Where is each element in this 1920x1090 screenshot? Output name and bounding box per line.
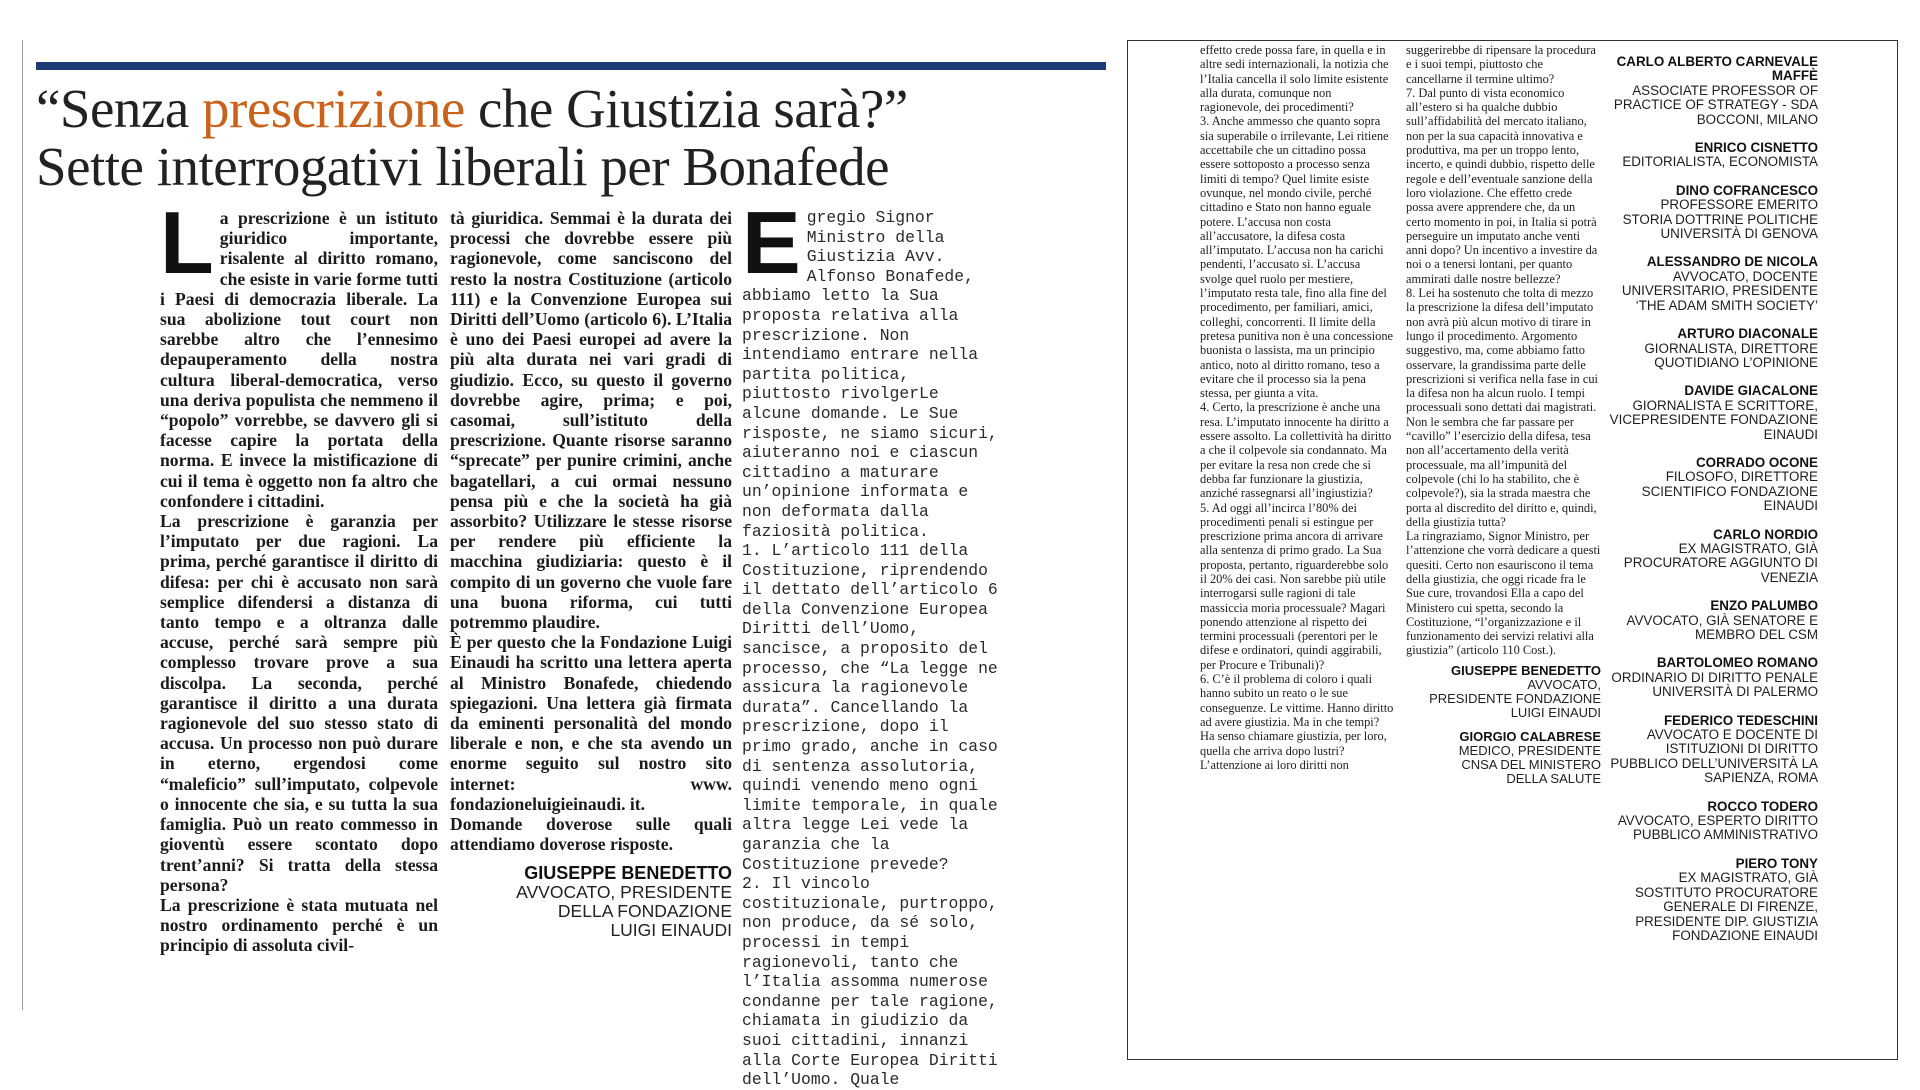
paragraph: La ringraziamo, Signor Ministro, per l’attenzione che vorrà dedicare a questi quesiti. Certo non esauriscono il tema della giustizia, che oggi ricade fra le Sue cure, trovandosi Ella a capo del Ministero cui spetta, secondo la Costituzione, “l’organizzazione e il funzionamento dei servizi relativi alla giustizia” (articolo 110 Cost.). — [1406, 529, 1601, 658]
letter-column-2 — [1200, 43, 1395, 772]
paragraph: 7. Dal punto di vista economico all’estero si ha qualche dubbio sull’affidabilità del mercato italiano, non per la sua capacità innovativa e produttiva, ma per un troppo lento, incerto, e quindi dubbio, rispetto delle regole e dell’eventuale sanzione della loro violazione. Che effetto crede possa avere apprendere che, da un certo momento in poi, in Italia si potrà perseguire un imputato anche venti anni dopo? Un incentivo a investire da noi o a tenersi lontani, per quanto ammirati dalle nostre bellezze? — [1406, 85, 1598, 286]
signature-role: MEDICO, PRESIDENTE — [1458, 742, 1601, 758]
signatory — [1608, 714, 1818, 786]
signatory-role: EX MAGISTRATO, GIÀ SOSTITUTO PROCURATORE GENERALE DI FIRENZE, PRESIDENTE DIP. GIUSTIZIA FONDAZIONE EINAUDI — [1634, 870, 1818, 943]
signatory-name: ENZO PALUMBO — [1710, 598, 1818, 614]
signatory — [1608, 184, 1818, 242]
signatory-role: FILOSOFO, DIRETTORE SCIENTIFICO FONDAZIONE EINAUDI — [1641, 469, 1818, 514]
signatory-role: ASSOCIATE PROFESSOR OF PRACTICE OF STRATEGY - SDA BOCCONI, MILANO — [1613, 82, 1818, 127]
signatory — [1608, 528, 1818, 586]
headline-accent: prescrizione — [202, 78, 465, 139]
signatory-role: EX MAGISTRATO, GIÀ PROCURATORE AGGIUNTO DI VENEZIA — [1623, 540, 1818, 585]
article-signature — [450, 863, 732, 940]
signatory-name: BARTOLOMEO ROMANO — [1656, 655, 1818, 671]
article-page — [22, 40, 1122, 1090]
signatory — [1608, 55, 1818, 127]
paragraph: 2. Il vincolo costituzionale, purtroppo, non produce, da sé solo, processi in tempi ragionevoli, tanto che l’Italia assomma numerose condanne per tale ragione, chiamata in giudizio da suoi cittadini, innanzi alla Corte Europea Diritti dell’Uomo. Quale — [742, 874, 998, 1090]
signatory-role: AVVOCATO, GIÀ SENATORE E MEMBRO DEL CSM — [1626, 612, 1818, 642]
signature-name: GIUSEPPE BENEDETTO — [1450, 662, 1601, 678]
signatory-name: FEDERICO TEDESCHINI — [1663, 712, 1818, 728]
signature-role: DELLA SALUTE — [1506, 770, 1601, 786]
paragraph: suggerirebbe di ripensare la procedura e i suoi tempi, piuttosto che cancellarne il termine ultimo? — [1406, 43, 1596, 86]
signatory-role: GIORNALISTA E SCRITTORE, VICEPRESIDENTE FONDAZIONE EINAUDI — [1609, 397, 1818, 442]
signatory-name: CARLO NORDIO — [1713, 526, 1818, 542]
article-column-1 — [160, 193, 438, 956]
letter-signature — [1406, 664, 1601, 720]
signatory-name: CARLO ALBERTO CARNEVALE MAFFÈ — [1616, 54, 1818, 84]
paragraph: 1. L’articolo 111 della Costituzione, riprendendo il dettato dell’articolo 6 della Convenzione Europea Diritti dell’Uomo, sancisce, a proposito del processo, che “La legge ne assicura la ragionevole durata”. Cancellando la prescrizione, dopo il primo grado, anche in caso di sentenza assolutoria, quindi venendo meno ogni limite temporale, in quale altra legge Lei vede la garanzia che la Costituzione prevede? — [742, 541, 998, 874]
article-headline — [36, 80, 1116, 196]
signatory-role: AVVOCATO, DOCENTE UNIVERSITARIO, PRESIDENTE ‘THE ADAM SMITH SOCIETY’ — [1621, 268, 1818, 313]
paragraph: La prescrizione è garanzia per l’imputato per due ragioni. La prima, perché garantisce il diritto di difesa: per chi è accusato non sarà semplice difendersi a distanza di tanto tempo e a oltranza dalle accuse, perché sarà sempre più complesso trovare prove a sua discolpa. La seconda, perché garantisce il diritto a una durata ragionevole del suo stesso stato di accusa. Un processo non può durare in eterno, ergendosi come “maleficio” sull’imputato, colpevole o innocente che sia, e su tutta la sua famiglia. Può un reato commesso in gioventù essere scontato dopo trent’anni? Si tratta della stessa persona? — [160, 511, 438, 895]
headline-line2: Sette interrogativi liberali per Bonafede — [36, 136, 890, 197]
signature-role: CNSA DEL MINISTERO — [1461, 756, 1601, 772]
signatory — [1608, 255, 1818, 313]
signatory-name: ALESSANDRO DE NICOLA — [1646, 254, 1818, 270]
signatory-name: ROCCO TODERO — [1707, 798, 1818, 814]
signatory — [1608, 656, 1818, 699]
paragraph: a prescrizione è un istituto giuridico importante, risalente al diritto romano, che esiste in varie forme tutti i Paesi di democrazia liberale. La sua abolizione tout court non sarebbe altro che l’ennesimo depauperamento della nostra cultura liberal-democratica, verso una deriva populista che nemmeno il “popolo” vorrebbe, se davvero gli si facesse capire la portata della norma. E invece la mistificazione di cui il tema è oggetto non fa altro che confondere i cittadini. — [160, 208, 438, 511]
signatory-name: DAVIDE GIACALONE — [1684, 383, 1818, 399]
signatory — [1608, 800, 1818, 843]
paragraph: gregio Signor Ministro della Giustizia Avv. Alfonso Bonafede, abbiamo letto la Sua proposta relativa alla prescrizione. Non intendiamo entrare nella partita politica, piuttosto rivolgerLe alcune domande. Le Sue risposte, ne siamo sicuri, aiuteranno noi e ciascun cittadino a maturare un’opinione informata e non deformata dalla faziosità politica. — [742, 208, 998, 541]
article-column-2 — [450, 208, 732, 940]
signatories-list — [1608, 55, 1818, 957]
header-bar — [36, 62, 1106, 70]
signatory — [1608, 384, 1818, 442]
signature-name: GIUSEPPE BENEDETTO — [524, 862, 732, 883]
dropcap: L — [160, 193, 214, 292]
paragraph: 3. Anche ammesso che quanto sopra sia superabile o irrilevante, Lei ritiene accettabile che un cittadino possa essere sottoposto a processo senza limiti di tempo? Quel limite esiste ovunque, nel mondo civile, perché cittadino e Stato non hanno eguale potere. L’accusa non costa all’accusatore, la difesa costa all’imputato. L’accusa non ha carichi pendenti, l’accusato sì. L’accusa svolge quel ruolo per mestiere, l’imputato resta tale, fino alla fine del procedimento, per familiari, amici, colleghi, concorrenti. Il limite della pretesa punitiva non è una concessione buonista o lassista, ma un principio antico, noto al diritto romano, teso a evitare che il processo sia la pena stessa, per giunta a vita. — [1200, 114, 1394, 401]
signatory-role: GIORNALISTA, DIRETTORE QUOTIDIANO L’OPINIONE — [1644, 340, 1818, 370]
signatory-role: AVVOCATO E DOCENTE DI ISTITUZIONI DI DIRITTO PUBBLICO DELL’UNIVERSITÀ LA SAPIENZA, ROMA — [1610, 727, 1818, 786]
paragraph: 5. Ad oggi all’incirca l’80% dei procedimenti penali si estingue per prescrizione prima ancora di arrivare alla sentenza di primo grado. La Sua proposta, pertanto, riguarderebbe solo il 20% dei casi. Non sarebbe più utile interrogarsi sulle ragioni di tale massiccia moria processuale? Magari ponendo attenzione al rispetto dei termini processuali (perentori per le difese e ordinatori, quindi aggirabili, per Procure e Tribunali)? — [1200, 500, 1389, 672]
letter-signature — [1406, 730, 1601, 786]
signatory-role: PROFESSORE EMERITO STORIA DOTTRINE POLITICHE UNIVERSITÀ DI GENOVA — [1622, 197, 1818, 242]
letter-page — [1127, 40, 1898, 1060]
signatory-role: ORDINARIO DI DIRITTO PENALE UNIVERSITÀ DI PALERMO — [1611, 669, 1818, 700]
signature-role: AVVOCATO, — [1527, 676, 1601, 692]
signatory-name: ARTURO DIACONALE — [1677, 326, 1818, 342]
signatory — [1608, 141, 1818, 170]
letter-column-1 — [742, 193, 1004, 1090]
signatory — [1608, 327, 1818, 370]
signatory-name: CORRADO OCONE — [1695, 454, 1818, 470]
signatory — [1608, 857, 1818, 943]
signature-role: AVVOCATO, PRESIDENTE — [516, 881, 732, 902]
headline-part2: che Giustizia sarà?” — [464, 78, 908, 139]
signature-role: PRESIDENTE FONDAZIONE — [1429, 690, 1601, 706]
letter-column-3 — [1406, 43, 1601, 786]
signatory — [1608, 456, 1818, 514]
paragraph: Domande doverose sulle quali attendiamo doverose risposte. — [450, 814, 732, 855]
signatory-name: DINO COFRANCESCO — [1675, 182, 1818, 198]
signature-role: LUIGI EINAUDI — [610, 919, 732, 940]
signature-role: DELLA FONDAZIONE — [557, 900, 732, 921]
signatory — [1608, 599, 1818, 642]
page-left-rule — [22, 40, 23, 1010]
headline-part1: “Senza — [36, 78, 202, 139]
paragraph: 4. Certo, la prescrizione è anche una resa. L’imputato innocente ha diritto a essere assolto. La collettività ha diritto a che il colpevole sia condannato. Ma per evitare la resa non crede che si debba far funzionare la giustizia, anziché rassegnarsi all’ingiustizia? — [1200, 400, 1392, 501]
paragraph: La prescrizione è stata mutuata nel nostro ordinamento perché è un principio di assoluta civil- — [160, 894, 438, 956]
signatory-role: AVVOCATO, ESPERTO DIRITTO PUBBLICO AMMINISTRATIVO — [1617, 813, 1818, 843]
paragraph: 8. Lei ha sostenuto che tolta di mezzo la prescrizione la difesa dell’imputato non avrà più alcun motivo di tirare in lungo il procedimento. Argomento suggestivo, ma, come abbiamo fatto osservare, la grandissima parte delle prescrizioni si verifica nella fase in cui la difesa non ha alcun ruolo. I tempi processuali sono dettati dai magistrati. Non le sembra che far passare per “cavillo” l’esercizio della difesa, tesa non all’accertamento della verità processuale, ma all’impunità del colpevole (chi lo ha stabilito, che è colpevole?), sia la strada maestra che porta al discredito del diritto e, quindi, della giustizia tutta? — [1406, 286, 1598, 529]
paragraph: tà giuridica. Semmai è la durata dei processi che dovrebbe essere più ragionevole, come sanciscono del resto la nostra Costituzione (articolo 111) e la Convenzione Europea sui Diritti dell’Uomo (articolo 6). L’Italia è uno dei Paesi europei ad avere la più alta durata nei vari gradi di giudizio. Ecco, su questo il governo dovrebbe agire, prima; e poi, casomai, sull’istituto della prescrizione. Quante risorse saranno “sprecate” per punire crimini, anche bagatellari, a cui ormai nessuno pensa più e che la società ha già assorbito? Utilizzare le stesse risorse per rendere più efficiente la macchina giudiziaria: questo è il compito di un governo che vuole fare una buona riforma, cui tutti potremmo plaudire. — [450, 208, 732, 633]
paragraph: È per questo che la Fondazione Luigi Einaudi ha scritto una lettera aperta al Ministro Bonafede, chiedendo spiegazioni. Una lettera già firmata da eminenti personalità del mondo liberale e non, e che sta avendo un enorme seguito sul nostro sito internet: www. fondazioneluigieinaudi. it. — [450, 632, 732, 814]
dropcap: E — [742, 193, 801, 292]
paragraph: 6. C’è il problema di coloro i quali hanno subito un reato o le sue conseguenze. Le vittime. Hanno diritto ad avere giustizia. Ma in che tempi? Ha senso chiamare giustizia, per loro, quella che arriva dopo lustri? L’attenzione ai loro diritti non — [1200, 672, 1394, 772]
signature-name: GIORGIO CALABRESE — [1459, 728, 1601, 744]
signature-role: LUIGI EINAUDI — [1510, 704, 1601, 720]
signatory-role: EDITORIALISTA, ECONOMISTA — [1622, 154, 1818, 170]
paragraph: effetto crede possa fare, in quella e in altre sedi internazionali, la notizia che l’Italia cancella il solo limite esistente alla durata, comunque non ragionevole, dei procedimenti? — [1200, 43, 1389, 115]
signatory-name: ENRICO CISNETTO — [1694, 140, 1818, 156]
signatory-name: PIERO TONY — [1735, 855, 1818, 871]
